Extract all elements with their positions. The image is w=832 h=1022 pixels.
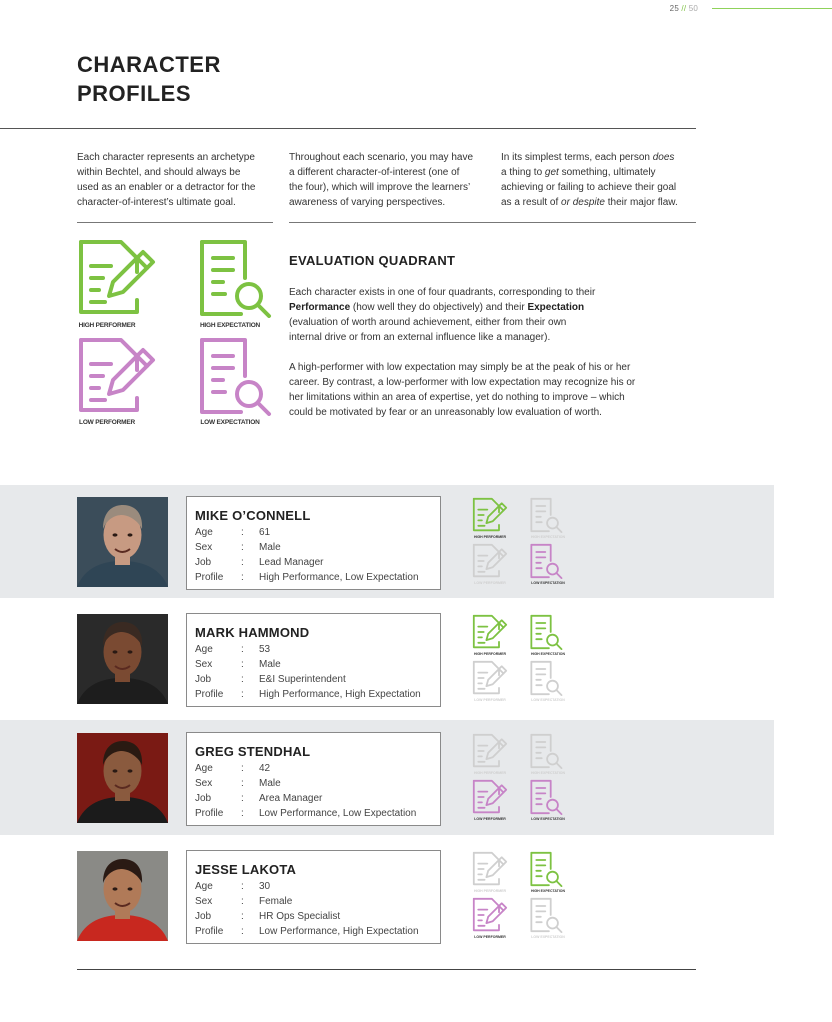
field-value: High Performance, High Expectation [259, 689, 421, 700]
high-expectation-icon [530, 497, 566, 538]
title-divider [0, 128, 696, 129]
field-value: Male [259, 542, 281, 553]
low-expectation-mini-label: LOW EXPECTATION [531, 581, 565, 585]
field-colon: : [241, 881, 244, 892]
page-number [652, 4, 698, 13]
low-performer-mini-label: LOW PERFORMER [474, 817, 506, 821]
eval-line: (evaluation of worth around achievement, either from their own [289, 317, 567, 328]
field-label: Job [195, 911, 212, 922]
intro-line: a different character-of-interest (one of [289, 167, 460, 178]
character-name: JESSE LAKOTA [195, 862, 297, 877]
field-age [195, 642, 270, 657]
field-label: Age [195, 763, 213, 774]
field-label: Age [195, 881, 213, 892]
character-name: GREG STENDHAL [195, 744, 311, 759]
eval-line: Each character exists in one of four quadrants, corresponding to their [289, 287, 596, 298]
field-job [195, 555, 324, 570]
intro-line: a thing to get something, ultimately [501, 167, 656, 178]
quadrant-indicator [472, 614, 572, 704]
quadrant-indicator [472, 733, 572, 823]
intro-line: achieving or failing to achieve their goal [501, 182, 677, 193]
field-value: 30 [259, 881, 271, 892]
field-value: Male [259, 659, 281, 670]
eval-line: Performance (how well they do objectively) and their Expectation [289, 302, 585, 313]
field-job [195, 791, 322, 806]
high-expectation-mini-label: HIGH EXPECTATION [530, 889, 566, 893]
field-label: Profile [195, 689, 224, 700]
character-card [186, 850, 441, 944]
field-label: Sex [195, 778, 213, 789]
intro-line: used as an enabler or a detractor for the [77, 182, 256, 193]
high-performer-mini-label: HIGH PERFORMER [473, 535, 507, 539]
low-expectation-mini-label: LOW EXPECTATION [531, 935, 565, 939]
character-photo [77, 851, 168, 941]
field-label: Job [195, 793, 212, 804]
eval-line: career. By contrast, a low-performer with low expectation may recognize his or [289, 377, 636, 388]
low-performer-mini-label: LOW PERFORMER [474, 935, 506, 939]
field-colon: : [241, 778, 244, 789]
field-sex [195, 776, 281, 791]
field-colon: : [241, 808, 244, 819]
field-value: 61 [259, 527, 271, 538]
low-expectation-icon [530, 897, 566, 938]
quadrant-indicator [472, 851, 572, 941]
field-profile [195, 806, 416, 821]
low-performer-mini-label: LOW PERFORMER [474, 581, 506, 585]
page-total: 50 [688, 4, 698, 13]
field-colon: : [241, 542, 244, 553]
field-job [195, 672, 346, 687]
field-colon: : [241, 926, 244, 937]
eval-line: internal drive or from an external influence like a manager). [289, 332, 551, 343]
page-rule [712, 8, 832, 9]
field-value: 42 [259, 763, 271, 774]
low-performer-label: LOW PERFORMER [79, 419, 135, 426]
field-age [195, 525, 270, 540]
high-expectation-label: HIGH EXPECTATION [199, 322, 261, 329]
title-line-2: PROFILES [77, 81, 192, 106]
high-performer-icon [472, 614, 508, 655]
intro-line: awareness of varying perspectives. [289, 197, 446, 208]
field-colon: : [241, 659, 244, 670]
eval-line: A high-performer with low expectation may simply be at the peak of his or her [289, 362, 631, 373]
field-value: E&I Superintendent [259, 674, 346, 685]
low-performer-mini-label: LOW PERFORMER [474, 698, 506, 702]
field-age [195, 879, 270, 894]
field-label: Job [195, 674, 212, 685]
intro-line: the four), which will improve the learners’ [289, 182, 471, 193]
character-photo [77, 733, 168, 823]
low-expectation-label: LOW EXPECTATION [200, 419, 260, 426]
field-label: Sex [195, 896, 213, 907]
title-line-1: CHARACTER [77, 52, 221, 77]
evaluation-title: EVALUATION QUADRANT [289, 253, 456, 268]
low-expectation-mini-label: LOW EXPECTATION [531, 817, 565, 821]
field-label: Job [195, 557, 212, 568]
field-value: High Performance, Low Expectation [259, 572, 419, 583]
eval-line: her limitations within an area of expertise, yet do nothing to improve – which [289, 392, 625, 403]
field-profile [195, 924, 419, 939]
field-profile [195, 687, 421, 702]
field-colon: : [241, 674, 244, 685]
intro-divider-right [289, 222, 696, 223]
page-current: 25 [669, 4, 679, 13]
high-performer-icon [77, 238, 157, 323]
field-colon: : [241, 557, 244, 568]
intro-line: as a result of or despite their major flaw. [501, 197, 678, 208]
intro-column-2 [289, 150, 494, 210]
high-performer-mini-label: HIGH PERFORMER [473, 652, 507, 656]
field-colon: : [241, 896, 244, 907]
eval-line: could be motivated by fear or an unreasonably low evaluation of worth. [289, 407, 602, 418]
low-expectation-icon [530, 660, 566, 701]
high-performer-mini-label: HIGH PERFORMER [473, 771, 507, 775]
field-value: Male [259, 778, 281, 789]
field-value: 53 [259, 644, 271, 655]
low-expectation-icon [199, 336, 279, 421]
page-title [77, 50, 221, 108]
high-performer-icon [472, 851, 508, 892]
low-performer-icon [472, 543, 508, 584]
field-sex [195, 894, 292, 909]
intro-divider-left [77, 222, 273, 223]
intro-line: In its simplest terms, each person does [501, 152, 675, 163]
field-colon: : [241, 572, 244, 583]
page-separator: // [678, 4, 689, 13]
low-expectation-icon [530, 779, 566, 820]
field-label: Profile [195, 808, 224, 819]
footer-divider [77, 969, 696, 970]
intro-line: Throughout each scenario, you may have [289, 152, 473, 163]
low-expectation-mini-label: LOW EXPECTATION [531, 698, 565, 702]
field-value: Female [259, 896, 293, 907]
field-colon: : [241, 793, 244, 804]
high-expectation-mini-label: HIGH EXPECTATION [530, 652, 566, 656]
high-performer-label: HIGH PERFORMER [78, 322, 136, 329]
character-name: MIKE O’CONNELL [195, 508, 311, 523]
field-label: Profile [195, 572, 224, 583]
field-colon: : [241, 911, 244, 922]
field-label: Age [195, 644, 213, 655]
field-colon: : [241, 527, 244, 538]
character-photo [77, 497, 168, 587]
intro-column-3 [501, 150, 701, 210]
high-expectation-mini-label: HIGH EXPECTATION [530, 771, 566, 775]
intro-line: character-of-interest’s ultimate goal. [77, 197, 236, 208]
intro-column-1 [77, 150, 277, 210]
high-performer-icon [472, 733, 508, 774]
character-name: MARK HAMMOND [195, 625, 310, 640]
high-expectation-mini-label: HIGH EXPECTATION [530, 535, 566, 539]
high-expectation-icon [530, 733, 566, 774]
high-expectation-icon [530, 614, 566, 655]
field-sex [195, 540, 281, 555]
field-colon: : [241, 763, 244, 774]
low-performer-icon [472, 897, 508, 938]
low-performer-icon [472, 660, 508, 701]
low-performer-icon [472, 779, 508, 820]
field-sex [195, 657, 281, 672]
intro-line: within Bechtel, and should always be [77, 167, 241, 178]
field-value: Low Performance, Low Expectation [259, 808, 417, 819]
low-expectation-icon [530, 543, 566, 584]
field-profile [195, 570, 419, 585]
field-value: HR Ops Specialist [259, 911, 341, 922]
high-performer-icon [472, 497, 508, 538]
field-label: Sex [195, 659, 213, 670]
evaluation-paragraph-1 [289, 285, 669, 345]
field-label: Sex [195, 542, 213, 553]
field-age [195, 761, 270, 776]
high-expectation-icon [530, 851, 566, 892]
character-photo [77, 614, 168, 704]
field-colon: : [241, 644, 244, 655]
field-value: Low Performance, High Expectation [259, 926, 419, 937]
field-colon: : [241, 689, 244, 700]
evaluation-paragraph-2 [289, 360, 669, 420]
high-expectation-icon [199, 238, 279, 323]
field-job [195, 909, 340, 924]
character-card [186, 613, 441, 707]
quadrant-indicator [472, 497, 572, 587]
field-value: Lead Manager [259, 557, 324, 568]
field-value: Area Manager [259, 793, 323, 804]
low-performer-icon [77, 336, 157, 421]
high-performer-mini-label: HIGH PERFORMER [473, 889, 507, 893]
field-label: Age [195, 527, 213, 538]
intro-line: Each character represents an archetype [77, 152, 255, 163]
field-label: Profile [195, 926, 224, 937]
character-card [186, 732, 441, 826]
character-card [186, 496, 441, 590]
